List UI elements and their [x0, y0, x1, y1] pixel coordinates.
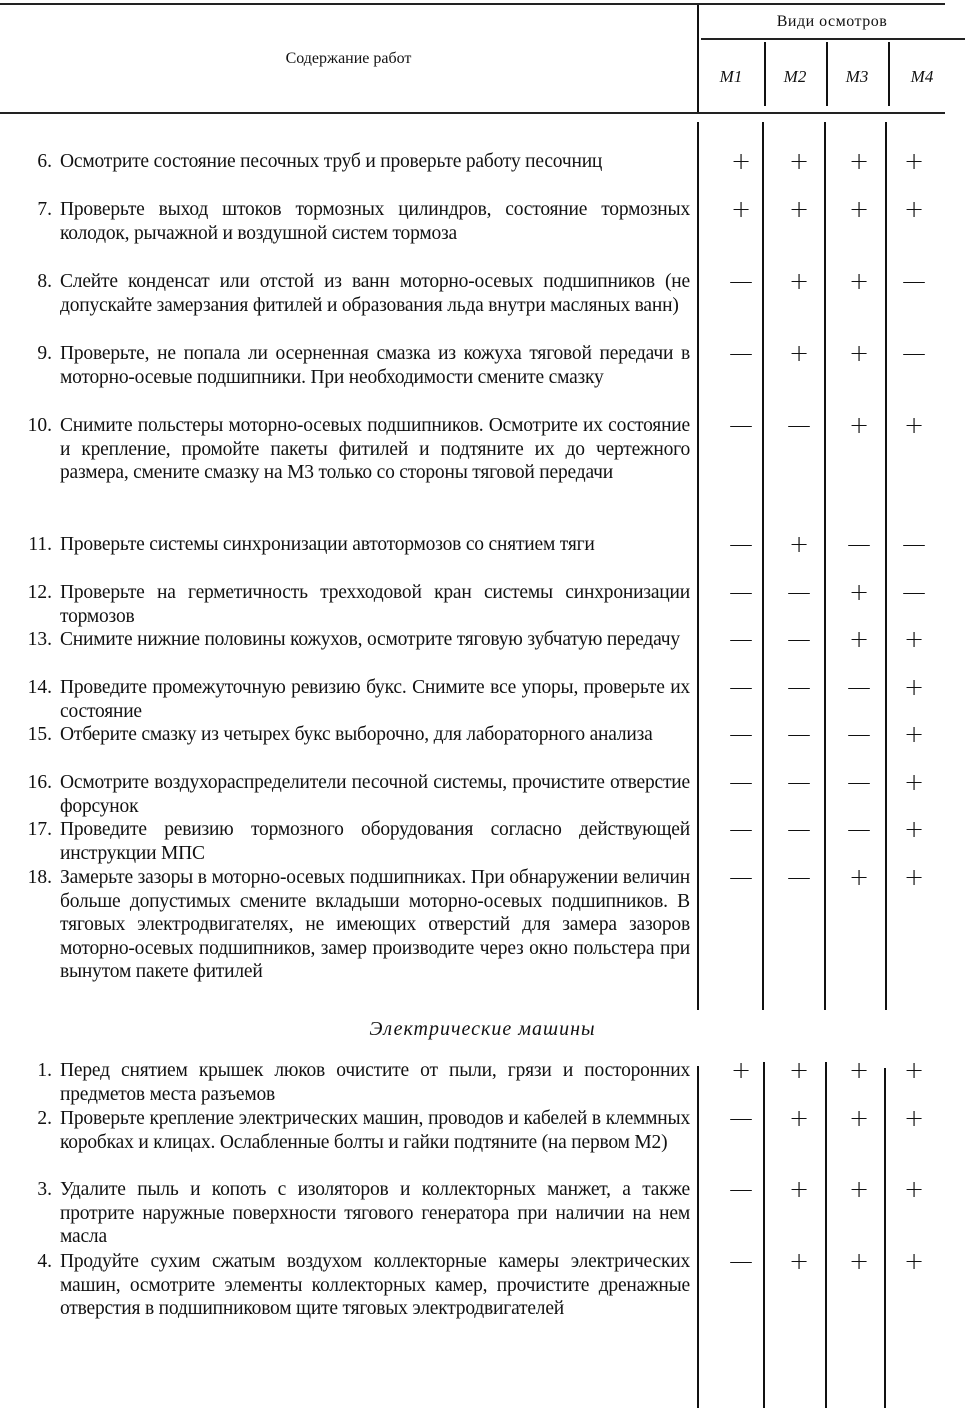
column-rule: [888, 42, 890, 106]
plus-mark-m3: +: [848, 339, 870, 367]
column-rule: [762, 122, 764, 1010]
dash-mark-m2: —: [787, 411, 811, 439]
dash-mark-m1: —: [729, 411, 753, 439]
row-number: 17.: [27, 819, 52, 840]
plus-mark-m2: +: [788, 1104, 810, 1132]
column-rule: [884, 1068, 886, 1408]
header-inspections-group: [699, 5, 965, 112]
plus-mark-m3: +: [848, 1056, 870, 1084]
plus-mark-m3: +: [848, 1104, 870, 1132]
row-number: 2.: [37, 1108, 52, 1129]
plus-mark-m2: +: [788, 267, 810, 295]
column-rule: [697, 1066, 699, 1408]
plus-mark-m3: +: [848, 195, 870, 223]
row-text: Проверьте, не попала ли осерненная смазка из кожуха тяговой передачи в моторно-осевые подшипники. При необходимости смените смазку: [60, 343, 690, 388]
column-rule: [764, 42, 766, 106]
plus-mark-m4: +: [903, 195, 925, 223]
dash-mark-m1: —: [729, 267, 753, 295]
plus-mark-m2: +: [788, 1056, 810, 1084]
plus-mark-m4: +: [903, 863, 925, 891]
dash-mark-m1: —: [729, 768, 753, 796]
plus-mark-m4: +: [903, 625, 925, 653]
column-heading-m3: М3: [845, 66, 869, 86]
row-number: 13.: [27, 629, 52, 650]
plus-mark-m4: +: [903, 720, 925, 748]
column-rule: [824, 122, 826, 1010]
column-rule: [697, 5, 699, 112]
column-rule: [825, 1062, 827, 1408]
column-rule: [697, 122, 699, 1010]
dash-mark-m2: —: [787, 673, 811, 701]
row-number: 3.: [37, 1179, 52, 1200]
column-heading-m2: М2: [783, 66, 807, 86]
dash-mark-m4: —: [902, 339, 926, 367]
dash-mark-m2: —: [787, 720, 811, 748]
dash-mark-m4: —: [902, 578, 926, 606]
inspection-types-heading: Види осмотров: [776, 12, 888, 30]
row-text: Слейте конденсат или отстой из ванн моторно-осевых подшипников (не допускайте замерзания фитилей и образования льда внутри масляных ванн): [60, 271, 690, 316]
plus-mark-m4: +: [903, 815, 925, 843]
row-number: 10.: [27, 415, 52, 436]
column-rule: [826, 42, 828, 106]
plus-mark-m4: +: [903, 147, 925, 175]
plus-mark-m1: +: [730, 147, 752, 175]
plus-mark-m4: +: [903, 1056, 925, 1084]
plus-mark-m4: +: [903, 673, 925, 701]
column-heading-m4: М4: [910, 66, 934, 86]
row-number: 1.: [37, 1060, 52, 1081]
dash-mark-m3: —: [847, 673, 871, 701]
column-rule: [763, 1062, 765, 1408]
dash-mark-m3: —: [847, 815, 871, 843]
dash-mark-m3: —: [847, 530, 871, 558]
section-title: Электрические машины: [369, 1018, 596, 1040]
row-text: Проведите ревизию тормозного оборудования согласно действующей инструкции МПС: [60, 819, 690, 864]
plus-mark-m3: +: [848, 1247, 870, 1275]
plus-mark-m2: +: [788, 147, 810, 175]
plus-mark-m3: +: [848, 267, 870, 295]
plus-mark-m1: +: [730, 1056, 752, 1084]
row-number: 12.: [27, 582, 52, 603]
row-text: Проверьте системы синхронизации автотормозов со снятием тяги: [60, 534, 595, 555]
dash-mark-m3: —: [847, 720, 871, 748]
plus-mark-m3: +: [848, 1175, 870, 1203]
row-number: 6.: [37, 151, 52, 172]
row-number: 7.: [37, 199, 52, 220]
row-text: Проверьте на герметичность трехходовой кран системы синхронизации тормозов: [60, 582, 690, 627]
plus-mark-m4: +: [903, 768, 925, 796]
plus-mark-m4: +: [903, 411, 925, 439]
row-number: 14.: [27, 677, 52, 698]
plus-mark-m3: +: [848, 625, 870, 653]
dash-mark-m1: —: [729, 530, 753, 558]
row-text: Проверьте выход штоков тормозных цилиндров, состояние тормозных колодок, рычажной и воздушной систем тормоза: [60, 199, 690, 244]
row-text: Проведите промежуточную ревизию букс. Снимите все упоры, проверьте их состояние: [60, 677, 690, 722]
column-rule: [885, 122, 887, 1010]
row-text: Перед снятием крышек люков очистите от пыли, грязи и посторонних предметов места разъемов: [60, 1060, 690, 1105]
header-divider: [701, 38, 965, 40]
dash-mark-m4: —: [902, 267, 926, 295]
plus-mark-m3: +: [848, 863, 870, 891]
row-number: 9.: [37, 343, 52, 364]
row-number: 4.: [37, 1251, 52, 1272]
dash-mark-m3: —: [847, 768, 871, 796]
plus-mark-m1: +: [730, 195, 752, 223]
dash-mark-m1: —: [729, 863, 753, 891]
dash-mark-m1: —: [729, 673, 753, 701]
plus-mark-m2: +: [788, 1247, 810, 1275]
dash-mark-m1: —: [729, 1247, 753, 1275]
row-number: 18.: [27, 867, 52, 888]
dash-mark-m1: —: [729, 339, 753, 367]
dash-mark-m2: —: [787, 578, 811, 606]
dash-mark-m4: —: [902, 530, 926, 558]
row-text: Осмотрите состояние песочных труб и проверьте работу песочниц: [60, 151, 603, 172]
row-text: Отберите смазку из четырех букс выборочно, для лабораторного анализа: [60, 724, 653, 745]
row-text: Снимите нижние половины кожухов, осмотрите тяговую зубчатую передачу: [60, 629, 680, 650]
plus-mark-m3: +: [848, 147, 870, 175]
dash-mark-m2: —: [787, 768, 811, 796]
dash-mark-m2: —: [787, 625, 811, 653]
content-column-heading: Содержание работ: [285, 49, 412, 67]
row-number: 15.: [27, 724, 52, 745]
dash-mark-m1: —: [729, 1175, 753, 1203]
header-bottom-border: [0, 112, 945, 114]
dash-mark-m1: —: [729, 1104, 753, 1132]
dash-mark-m2: —: [787, 863, 811, 891]
row-text: Замерьте зазоры в моторно-осевых подшипниках. При обнаружении величин больше допустимых смените вкладыши моторно-осевых подшипников. В тяговых электродвигателях, не имеющих отверстий для замера зазоров моторно-осевых подшипников, замер производите через окно польстера при вынутом пакете фитилей: [60, 867, 690, 983]
plus-mark-m3: +: [848, 411, 870, 439]
row-text: Снимите польстеры моторно-осевых подшипников. Осмотрите их состояние и крепление, промойте пакеты фитилей и подтяните их до чертежного размера, смените смазку на М3 только со стороны тяговой передачи: [60, 415, 690, 484]
dash-mark-m2: —: [787, 815, 811, 843]
plus-mark-m2: +: [788, 195, 810, 223]
dash-mark-m1: —: [729, 720, 753, 748]
row-text: Продуйте сухим сжатым воздухом коллекторные камеры электрических машин, осмотрите элементы коллекторных камер, прочистите дренажные отверстия в подшипниковом щите тяговых электродвигателей: [60, 1251, 690, 1320]
plus-mark-m3: +: [848, 578, 870, 606]
row-text: Проверьте крепление электрических машин, проводов и кабелей в клеммных коробках и клицах. Ослабленные болты и гайки подтяните (на первом М2): [60, 1108, 690, 1153]
plus-mark-m4: +: [903, 1247, 925, 1275]
row-text: Осмотрите воздухораспределители песочной системы, прочистите отверстие форсунок: [60, 772, 690, 817]
column-heading-m1: М1: [719, 66, 743, 86]
plus-mark-m2: +: [788, 1175, 810, 1203]
dash-mark-m1: —: [729, 815, 753, 843]
row-number: 16.: [27, 772, 52, 793]
dash-mark-m1: —: [729, 578, 753, 606]
row-number: 8.: [37, 271, 52, 292]
plus-mark-m2: +: [788, 530, 810, 558]
plus-mark-m2: +: [788, 339, 810, 367]
header-content-label: [0, 5, 697, 112]
row-number: 11.: [28, 534, 52, 555]
row-text: Удалите пыль и копоть с изоляторов и коллекторных манжет, а также протрите наружные поверхности тягового генератора при наличии на нем масла: [60, 1179, 690, 1248]
dash-mark-m1: —: [729, 625, 753, 653]
plus-mark-m4: +: [903, 1104, 925, 1132]
plus-mark-m4: +: [903, 1175, 925, 1203]
